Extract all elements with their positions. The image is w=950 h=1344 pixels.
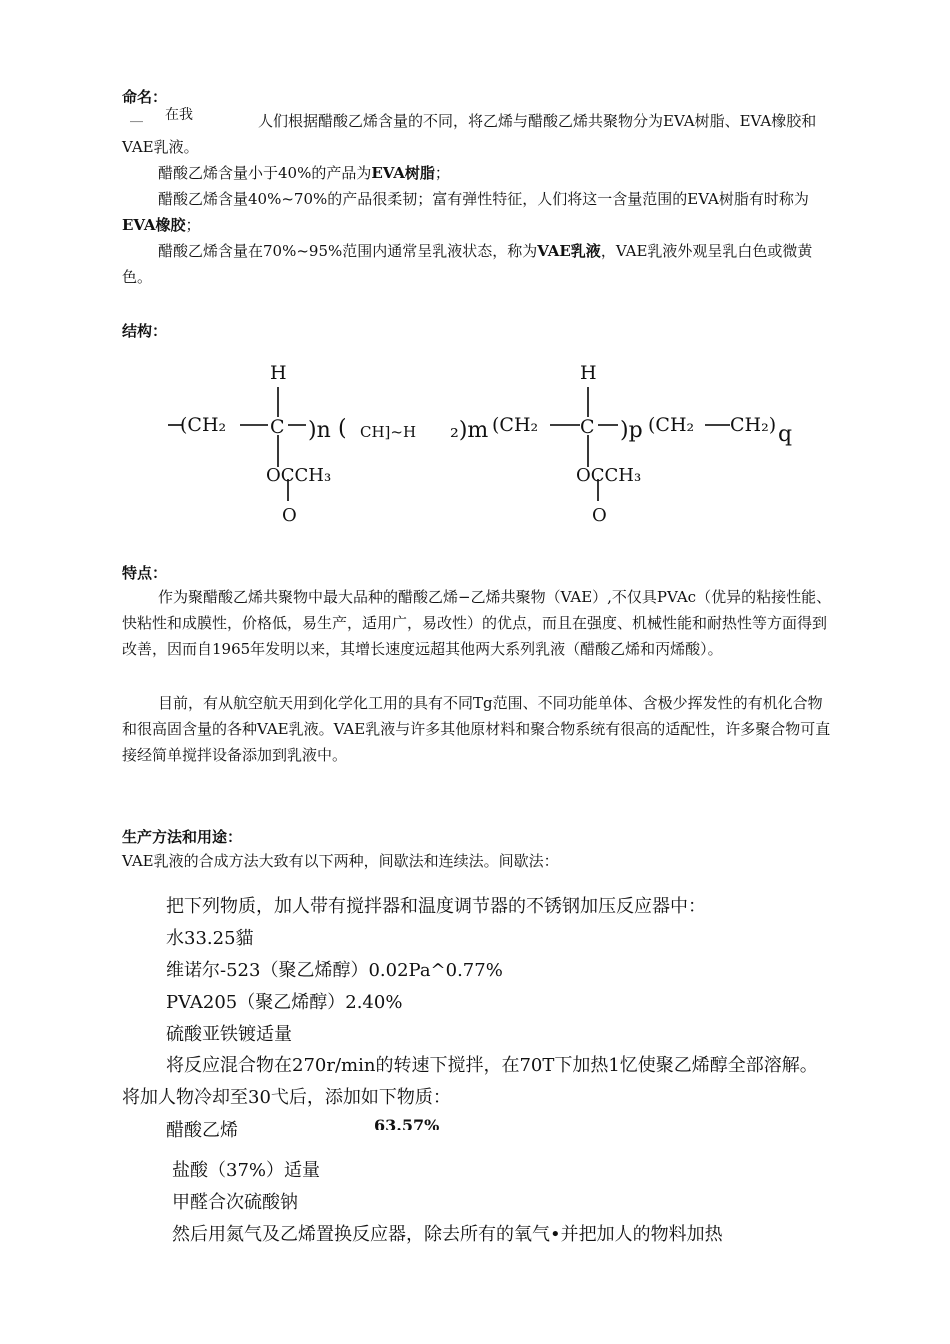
carbonyl-oxygen-2: O (592, 505, 607, 526)
subscript-m: ₂)m (450, 418, 489, 443)
hydrogen-label-2: H (580, 362, 597, 384)
production-line-nitrogen: 然后用氮气及乙烯置换反应器，除去所有的氧气•并把加人的物料加热 (172, 1224, 723, 1245)
production-line-formaldehyde: 甲醛合次硫酸钠 (172, 1192, 298, 1213)
naming-eva-rubber: 醋酸乙烯含量40%~70%的产品很柔韧；富有弹性特征，人们将这一含量范围的EVA树脂有时称为EVA橡胶； (122, 190, 809, 234)
naming-eva-resin: 醋酸乙烯含量小于40%的产品为EVA树脂； (158, 164, 450, 182)
subscript-n: )n (308, 418, 331, 443)
production-intro: VAE乳液的合成方法大致有以下两种，间歇法和连续法。间歇法： (122, 852, 559, 870)
production-line-vinol: 维诺尔-523（聚乙烯醇）0.02Pa^0.77% (166, 960, 503, 981)
naming-heading: 命名： (122, 88, 168, 106)
production-line-ferrous: 硫酸亚铁镀适量 (166, 1024, 292, 1045)
hydrogen-label-1: H (270, 362, 287, 384)
carbon-label-1: C (270, 416, 285, 438)
features-paragraph-1: 作为聚醋酸乙烯共聚物中最大品种的醋酸乙烯−乙烯共聚物（VAE）,不仅具PVAc（优异的粘接性能、快粘性和成膜性，价格低，易生产，适用广，易改性）的优点，而且在强度、机械性能和耐热性等方面得到改善，因而自1965年发明以来，其增长速度远超其他两大系列乳液（醋酸乙烯和丙烯酸）。 (122, 588, 832, 658)
carbon-label-2: C (580, 416, 595, 438)
production-line-pva205: PVA205（聚乙烯醇）2.40% (166, 992, 403, 1013)
open-paren-2: ( (338, 416, 347, 441)
production-heading: 生产方法和用途： (122, 828, 243, 846)
structure-formula (160, 355, 820, 535)
carbonyl-oxygen-1: O (282, 505, 297, 526)
production-line-vinyl-acetate: 醋酸乙烯 (166, 1120, 238, 1141)
acetate-group-2: OCCH₃ (576, 465, 642, 486)
ch2-group-3: (CH₂ (648, 414, 695, 436)
ch2-group-4: CH₂) (730, 414, 777, 436)
ch2-group-2: (CH₂ (492, 414, 539, 436)
naming-aside-text: 在我 (165, 107, 193, 123)
subscript-q: q (778, 422, 793, 447)
ch2-group-1: (CH₂ (180, 414, 227, 436)
features-heading: 特点： (122, 564, 168, 582)
stray-mark: __ (130, 108, 143, 123)
production-vinyl-acetate-value: 63.57% (374, 1116, 440, 1130)
naming-intro: 人们根据醋酸乙烯含量的不同，将乙烯与醋酸乙烯共聚物分为EVA树脂、EVA橡胶和VAE乳液。 (122, 112, 817, 156)
production-line-1: 把下列物质，加人带有搅拌器和温度调节器的不锈钢加压反应器中： (166, 896, 706, 917)
structure-heading: 结构： (122, 322, 168, 340)
production-line-hcl: 盐酸（37%）适量 (172, 1160, 321, 1181)
overlap-text: CH]~H (360, 423, 417, 441)
production-line-stirring: 将反应混合物在270r/min的转速下搅拌，在70T下加热1忆使聚乙烯醇全部溶解。将加人物冷却至30弋后，添加如下物质： (122, 1055, 818, 1108)
subscript-p: )p (620, 418, 643, 443)
production-line-water: 水33.25貓 (166, 928, 254, 949)
naming-vae: 醋酸乙烯含量在70%~95%范围内通常呈乳液状态，称为VAE乳液，VAE乳液外观呈乳白色或微黄色。 (122, 242, 813, 286)
features-paragraph-2: 目前，有从航空航天用到化学化工用的具有不同Tg范围、不同功能单体、含极少挥发性的有机化合物和很高固含量的各种VAE乳液。VAE乳液与许多其他原材料和聚合物系统有很高的适配性，许多聚合物可直接经简单搅拌设备添加到乳液中。 (122, 694, 831, 764)
acetate-group-1: OCCH₃ (266, 465, 332, 486)
